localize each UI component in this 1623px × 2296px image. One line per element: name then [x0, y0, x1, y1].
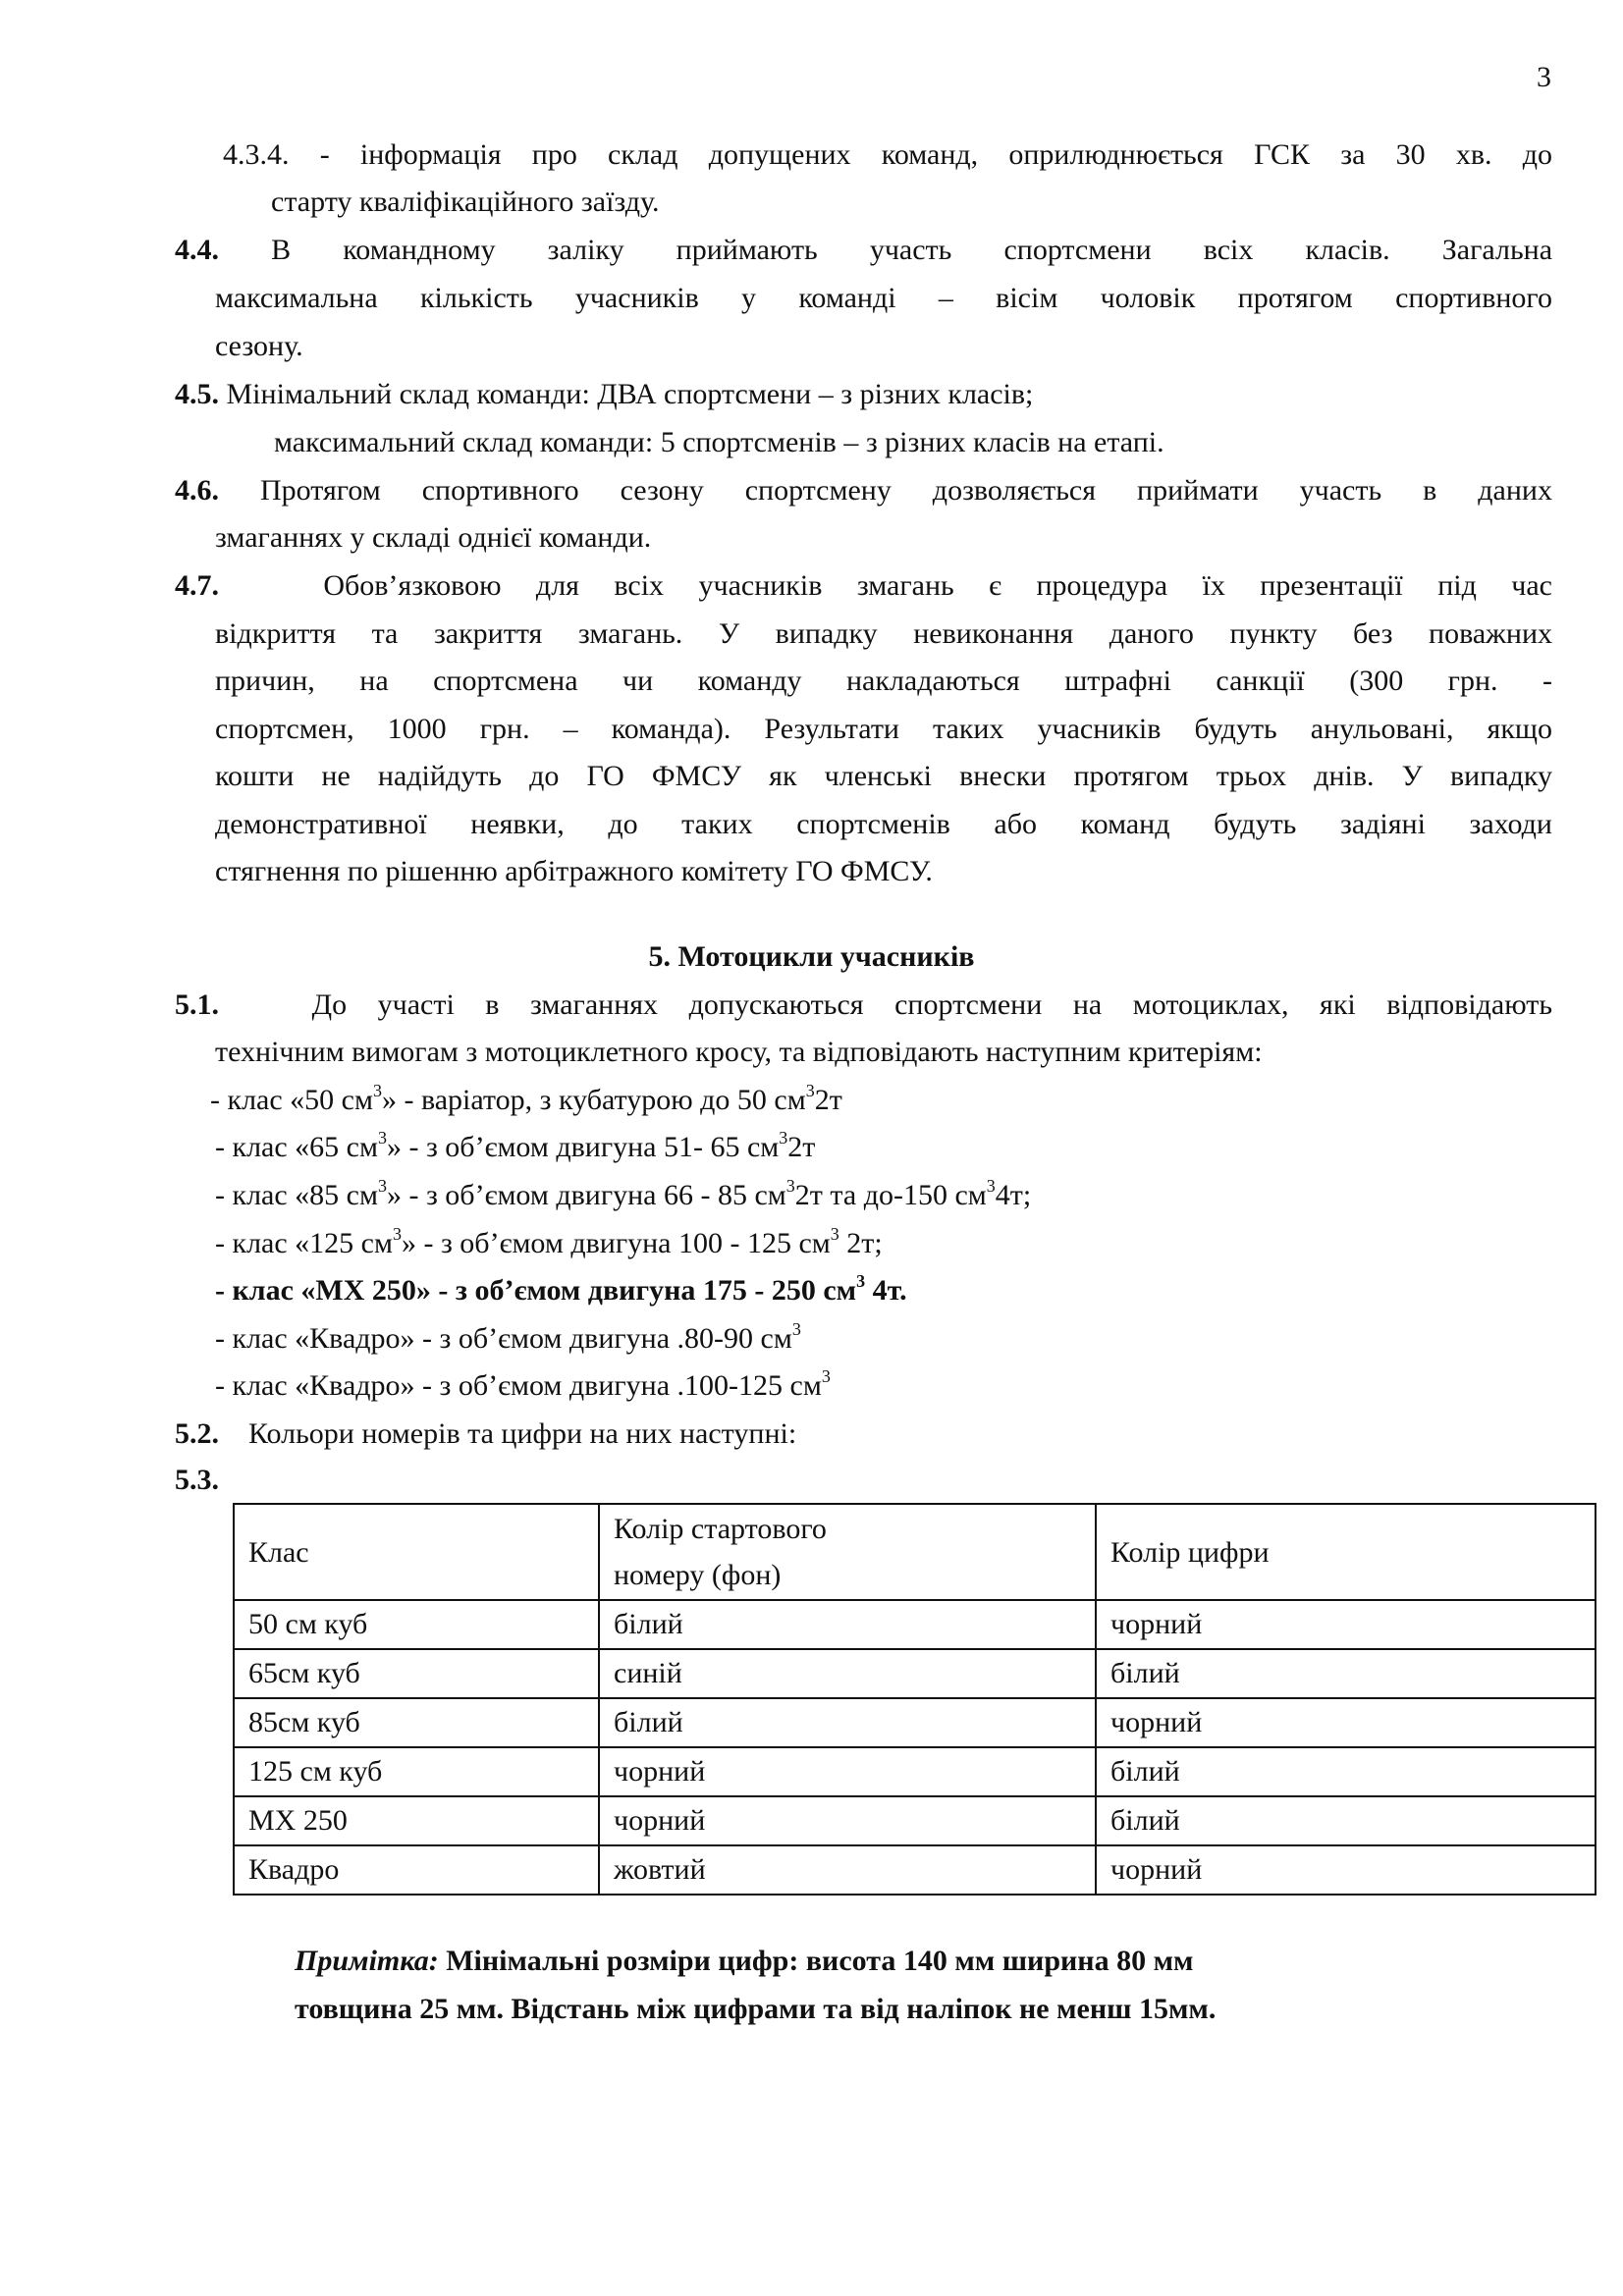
number-colors-table: [233, 1503, 1596, 1896]
header-background-color: Колір стартового номеру (фон): [599, 1504, 1096, 1600]
class-item-quad-80-90: - клас «Квадро» - з об’ємом двигуна .80-90 $см^3$: [215, 1319, 801, 1355]
paragraph-4-4-line: сезону.: [215, 330, 303, 362]
table-row: [234, 1698, 1596, 1747]
paragraph-4-7-line: кошти не надійдуть до ГО ФМСУ як членські внески протягом трьох днів. У випадку: [215, 760, 1552, 792]
cell-class: 50 см куб: [234, 1600, 599, 1649]
paragraph-4-7-line: демонстративної неявки, до таких спортсменів або команд будуть задіяні заходи: [215, 808, 1552, 840]
paragraph-4-4-line: максимальна кількість учасників у команді – вісім чоловік протягом спортивного: [215, 282, 1552, 314]
cell-digit: білий: [1096, 1747, 1596, 1796]
header-class: Клас: [234, 1504, 599, 1600]
paragraph-4-7: [175, 568, 1552, 604]
paragraph-text: Кольори номерів та цифри на них наступні:: [248, 1417, 797, 1450]
paragraph-4-6: [175, 473, 1552, 508]
class-item-mx250: - клас «МХ 250» - з об’ємом двигуна 175 - 250 $см^3$ 4т.: [215, 1271, 907, 1307]
paragraph-4-7-line: стягнення по рішенню арбітражного комітету ГО ФМСУ.: [215, 855, 933, 887]
paragraph-text: Протягом спортивного сезону спортсмену дозволяється приймати участь в даних: [259, 474, 1552, 507]
clause-number: 4.7.: [175, 569, 219, 602]
cell-class: 85см куб: [234, 1698, 599, 1747]
clause-number: 4.6.: [175, 474, 219, 507]
paragraph-text: До участі в змаганнях допускаються спортсмени на мотоциклах, які відповідають: [311, 988, 1552, 1021]
paragraph-5-1: [175, 988, 1552, 1023]
cell-background: жовтий: [599, 1845, 1096, 1895]
cell-digit: чорний: [1096, 1698, 1596, 1747]
cell-background: білий: [599, 1600, 1096, 1649]
cell-background: синій: [599, 1649, 1096, 1698]
cell-digit: білий: [1096, 1649, 1596, 1698]
table-row: [234, 1649, 1596, 1698]
class-item-50: - клас «50 $см^3$» - варіатор, з кубатурою до 50 $см^32т$: [210, 1081, 842, 1116]
clause-number: 4.5.: [175, 378, 219, 410]
note-label: Примітка:: [295, 1945, 439, 1977]
table-row: [234, 1845, 1596, 1895]
cell-digit: чорний: [1096, 1845, 1596, 1895]
paragraph-4-4: [175, 233, 1552, 268]
paragraph-4-7-line: причин, на спортсмена чи команду накладаються штрафні санкції (300 грн. -: [215, 665, 1552, 697]
table-row: [234, 1600, 1596, 1649]
paragraph-text: В командному заліку приймають участь спортсмени всіх класів. Загальна: [271, 234, 1553, 266]
note-line: товщина 25 мм. Відстань між цифрами та від наліпок не менш 15мм.: [295, 1993, 1217, 2025]
clause-number: 5.1.: [175, 988, 219, 1021]
cell-class: 125 см куб: [234, 1747, 599, 1796]
section-heading: 5. Мотоцикли учасників: [648, 940, 975, 973]
table-row: [234, 1747, 1596, 1796]
class-item-quad-100-125: - клас «Квадро» - з об’ємом двигуна .100-125 $см^3$: [215, 1366, 831, 1402]
note-text: Мінімальні розміри цифр: висота 140 мм ширина 80 мм: [438, 1945, 1194, 1977]
paragraph-4-5-line: максимальний склад команди: 5 спортсменів – з різних класів на етапі.: [274, 426, 1164, 458]
paragraph-text: Обов’язковою для всіх учасників змагань є процедура їх презентації під час: [323, 569, 1553, 602]
note-line: [295, 1944, 1193, 1979]
paragraph-4-5: [175, 377, 1033, 412]
paragraph-text: Мінімальний склад команди: ДВА спортсмени – з різних класів;: [226, 378, 1034, 410]
table-row: [234, 1796, 1596, 1845]
class-item-125: - клас «125 $см^3$» - з об’ємом двигуна 100 - 125 $см^3$ 2т;: [215, 1224, 883, 1259]
paragraph-4-6-line: змаганнях у складі однієї команди.: [215, 521, 652, 554]
paragraph-5-3: [175, 1463, 219, 1498]
paragraph-5-1-line: технічним вимогам з мотоциклетного кросу, та відповідають наступним критеріям:: [215, 1036, 1263, 1068]
cell-digit: чорний: [1096, 1600, 1596, 1649]
cell-background: чорний: [599, 1747, 1096, 1796]
clause-number: 4.4.: [175, 234, 219, 266]
table-header-row: [234, 1504, 1596, 1600]
paragraph-4-3-4-line: 4.3.4. - інформація про склад допущених команд, оприлюднюється ГСК за 30 хв. до: [223, 138, 1552, 171]
clause-number: 5.3.: [175, 1464, 219, 1496]
cell-class: Квадро: [234, 1845, 599, 1895]
cell-digit: білий: [1096, 1796, 1596, 1845]
header-digit-color: Колір цифри: [1096, 1504, 1596, 1600]
class-item-85: - клас «85 $см^3$» - з об’ємом двигуна 66 - 85 $см^32т$ та до-150 $см^34т$;: [215, 1176, 1032, 1211]
paragraph-4-7-line: спортсмен, 1000 грн. – команда). Результати таких учасників будуть анульовані, якщо: [215, 713, 1552, 745]
page-number: 3: [1537, 61, 1551, 93]
cell-background: білий: [599, 1698, 1096, 1747]
cell-background: чорний: [599, 1796, 1096, 1845]
paragraph-4-3-4-line: старту кваліфікаційного заїзду.: [271, 186, 660, 218]
cell-class: 65см куб: [234, 1649, 599, 1698]
clause-number: 5.2.: [175, 1417, 219, 1450]
paragraph-4-7-line: відкриття та закриття змагань. У випадку невиконання даного пункту без поважних: [215, 617, 1552, 650]
cell-class: МХ 250: [234, 1796, 599, 1845]
class-item-65: - клас «65 $см^3$» - з об’ємом двигуна 51- 65 $см^32т$: [215, 1128, 816, 1163]
paragraph-5-2: [175, 1416, 796, 1452]
